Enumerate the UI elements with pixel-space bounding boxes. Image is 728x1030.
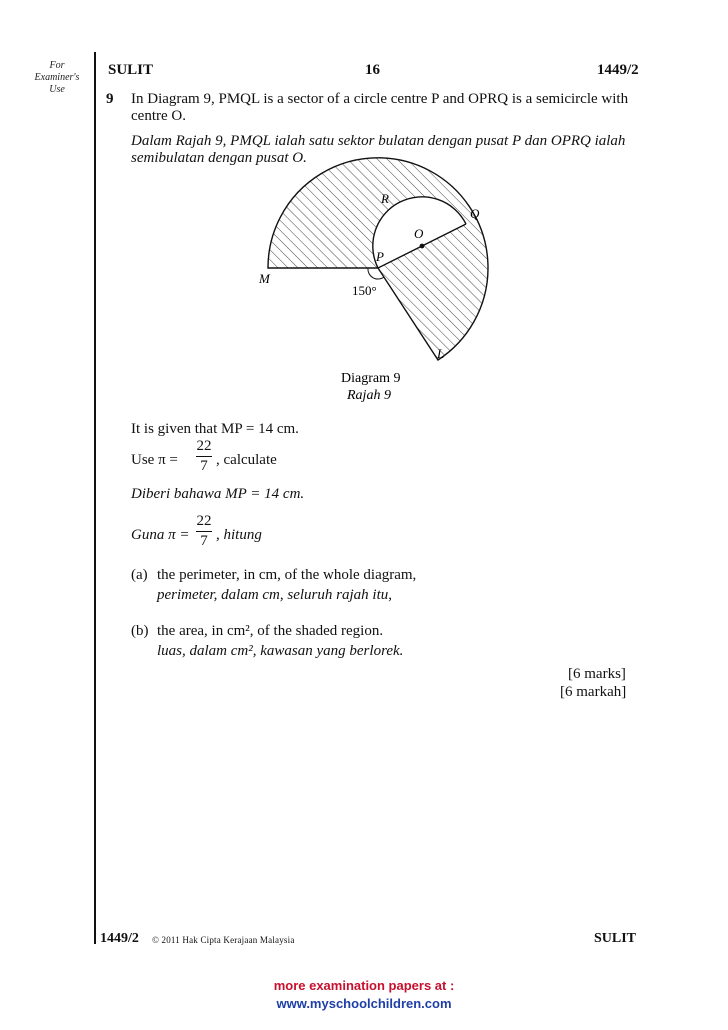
marks-ms: [6 markah]: [560, 684, 627, 700]
pi-fraction-en: [196, 438, 212, 475]
question-ms-line1: Dalam Rajah 9, PMQL ialah satu sektor bulatan dengan pusat P dan OPRQ ialah: [131, 133, 626, 149]
part-a-ms: perimeter, dalam cm, seluruh rajah itu,: [157, 587, 392, 603]
centre-o-point: [420, 244, 425, 249]
calculate-en: , calculate: [216, 452, 277, 468]
part-b-label: (b): [131, 623, 149, 639]
pi-denominator-en: 7: [200, 458, 208, 474]
examiner-margin-examiners: Examiner's: [34, 72, 80, 83]
pi-numerator-ms: 22: [196, 513, 212, 529]
label-l: L: [437, 346, 445, 361]
footer-code: 1449/2: [100, 931, 139, 946]
part-b-en: the area, in cm², of the shaded region.: [157, 623, 384, 639]
caption-en: Diagram 9: [341, 371, 401, 386]
label-p: P: [376, 249, 384, 264]
page-number: 16: [365, 62, 380, 78]
label-q: Q: [470, 206, 480, 221]
label-o: O: [414, 226, 424, 241]
part-a-en: the perimeter, in cm, of the whole diagram,: [157, 567, 417, 583]
pi-denominator-ms: 7: [200, 533, 208, 549]
use-pi-ms: Guna π =: [131, 527, 190, 543]
part-a-label: (a): [131, 567, 148, 583]
pi-numerator-en: 22: [196, 438, 212, 454]
question-en-line1: In Diagram 9, PMQL is a sector of a circle centre P and OPRQ is a semicircle with: [131, 91, 629, 107]
given-ms: Diberi bahawa MP = 14 cm.: [131, 486, 305, 502]
given-en: It is given that MP = 14 cm.: [131, 421, 299, 437]
promo-line1: more examination papers at :: [273, 978, 455, 993]
part-b-ms: luas, dalam cm², kawasan yang berlorek.: [157, 643, 404, 659]
promo-link[interactable]: www.myschoolchildren.com: [276, 996, 452, 1011]
marks-en: [6 marks]: [568, 666, 626, 682]
calculate-ms: , hitung: [216, 527, 262, 543]
question-number: 9: [106, 91, 114, 107]
examiner-margin-for: For: [49, 60, 65, 71]
label-r: R: [381, 191, 389, 206]
label-m: M: [259, 271, 270, 286]
examiner-margin-use: Use: [49, 84, 65, 95]
paper-code: 1449/2: [597, 62, 639, 78]
question-en-line2: centre O.: [131, 108, 186, 124]
angle-label: 150°: [352, 283, 377, 298]
header-sulit: SULIT: [108, 62, 154, 78]
pi-fraction-ms: [196, 513, 212, 550]
footer-sulit: SULIT: [594, 931, 637, 946]
question-ms-line2: semibulatan dengan pusat O.: [131, 150, 307, 166]
caption-ms: Rajah 9: [347, 388, 391, 403]
use-pi-en: Use π =: [131, 452, 178, 468]
footer-copyright: © 2011 Hak Cipta Kerajaan Malaysia: [152, 935, 295, 945]
